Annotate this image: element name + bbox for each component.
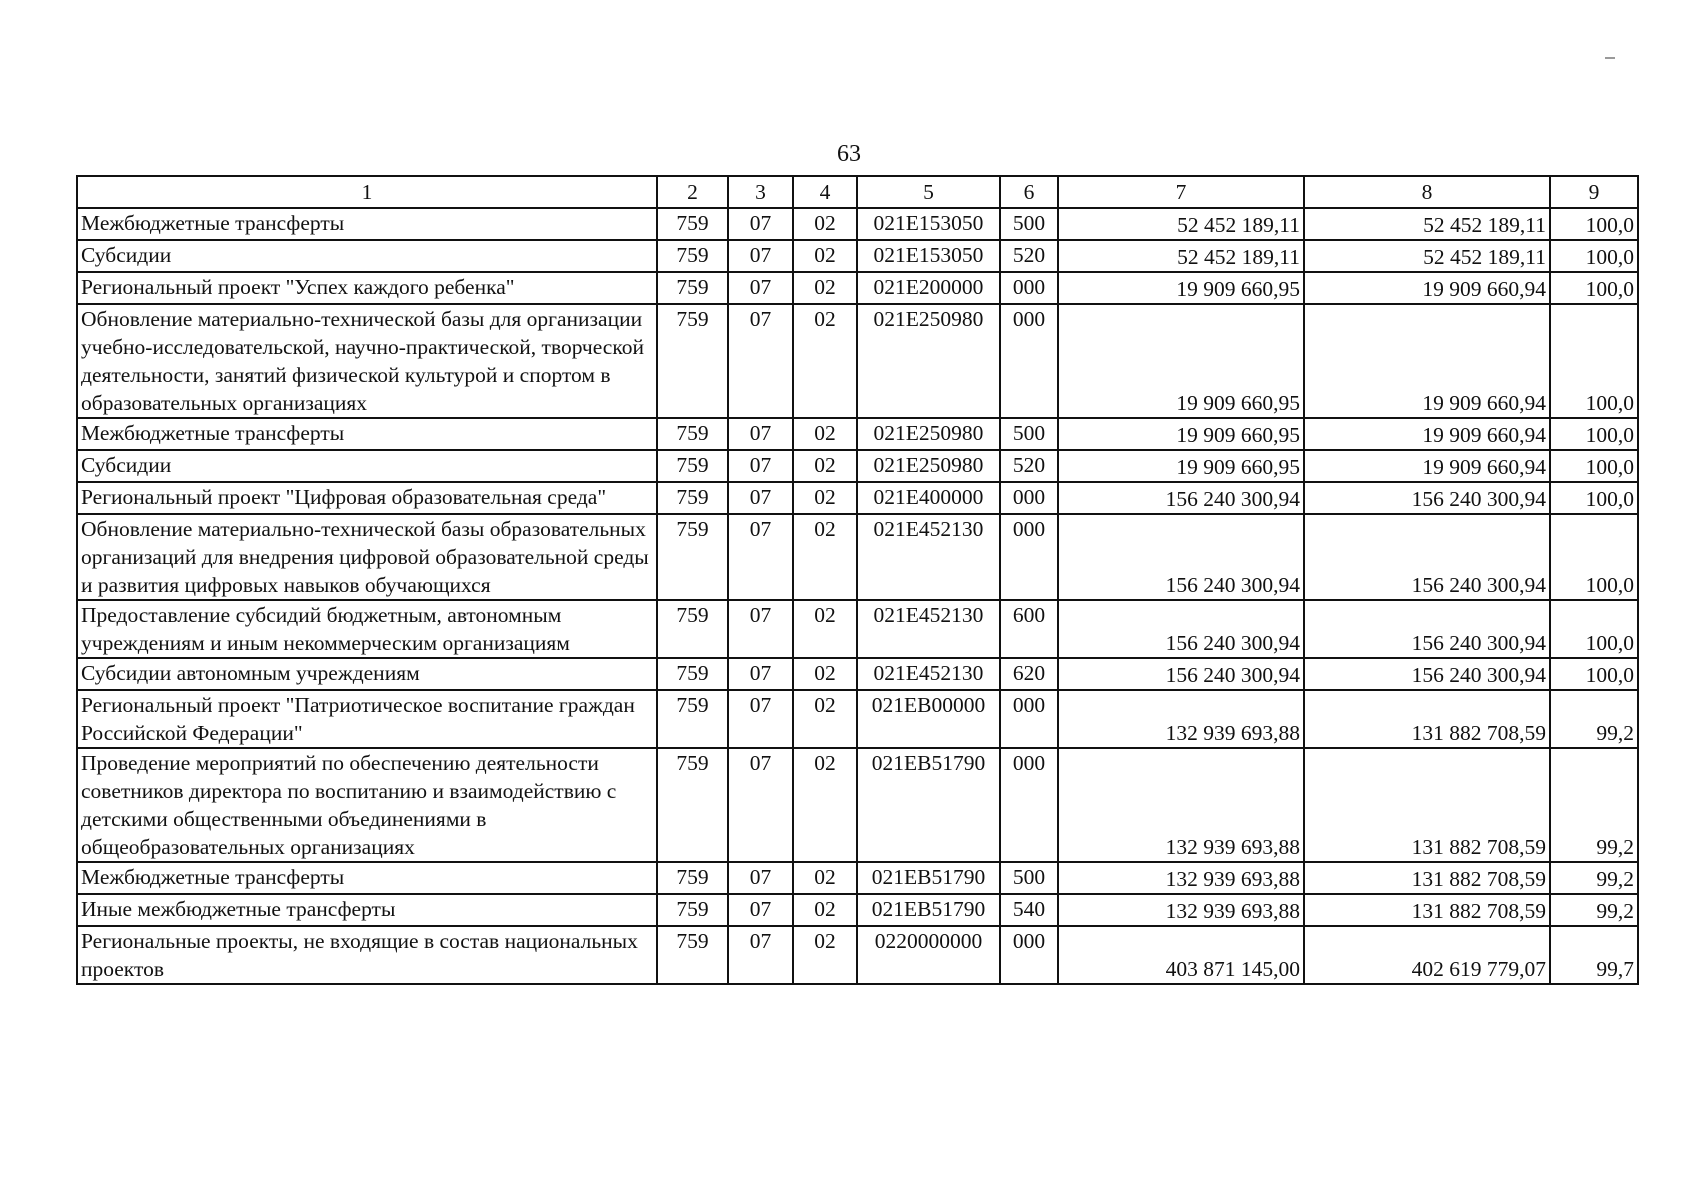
section-code: 07 — [728, 658, 793, 690]
table-row — [77, 514, 1638, 600]
section-code: 07 — [728, 748, 793, 862]
planned-amount: 19 909 660,95 — [1058, 304, 1304, 418]
executed-amount: 156 240 300,94 — [1304, 482, 1550, 514]
expense-type-code: 620 — [1000, 658, 1058, 690]
ministry-code: 759 — [657, 450, 728, 482]
table-row — [77, 482, 1638, 514]
ministry-code: 759 — [657, 208, 728, 240]
ministry-code: 759 — [657, 240, 728, 272]
section-code: 07 — [728, 690, 793, 748]
section-code: 07 — [728, 450, 793, 482]
expense-type-code: 500 — [1000, 208, 1058, 240]
executed-amount: 156 240 300,94 — [1304, 600, 1550, 658]
subsection-code: 02 — [793, 658, 857, 690]
row-name: Региональный проект "Патриотическое воспитание граждан Российской Федерации" — [77, 690, 657, 748]
row-name: Субсидии — [77, 240, 657, 272]
planned-amount: 132 939 693,88 — [1058, 690, 1304, 748]
target-article-code: 021EB00000 — [857, 690, 1000, 748]
subsection-code: 02 — [793, 600, 857, 658]
section-code: 07 — [728, 862, 793, 894]
table-row — [77, 418, 1638, 450]
executed-amount: 131 882 708,59 — [1304, 690, 1550, 748]
execution-percent: 99,2 — [1550, 690, 1638, 748]
expense-type-code: 000 — [1000, 272, 1058, 304]
subsection-code: 02 — [793, 514, 857, 600]
table-row — [77, 240, 1638, 272]
subsection-code: 02 — [793, 862, 857, 894]
expense-type-code: 000 — [1000, 748, 1058, 862]
row-name: Межбюджетные трансферты — [77, 418, 657, 450]
expense-type-code: 600 — [1000, 600, 1058, 658]
expense-type-code: 000 — [1000, 304, 1058, 418]
section-code: 07 — [728, 600, 793, 658]
table-row — [77, 862, 1638, 894]
execution-percent: 100,0 — [1550, 482, 1638, 514]
budget-table — [76, 175, 1639, 985]
table-row — [77, 304, 1638, 418]
table-row — [77, 658, 1638, 690]
row-name: Обновление материально-технической базы образовательных организаций для внедрения цифровой образовательной среды и развития цифровых навыков обучающихся — [77, 514, 657, 600]
ministry-code: 759 — [657, 748, 728, 862]
expense-type-code: 000 — [1000, 690, 1058, 748]
column-header: 8 — [1304, 176, 1550, 208]
row-name: Обновление материально-технической базы для организации учебно-исследовательской, научно-практической, творческой деятельности, занятий физической культурой и спортом в образовательных организациях — [77, 304, 657, 418]
section-code: 07 — [728, 272, 793, 304]
executed-amount: 156 240 300,94 — [1304, 658, 1550, 690]
section-code: 07 — [728, 514, 793, 600]
execution-percent: 99,7 — [1550, 926, 1638, 984]
expense-type-code: 000 — [1000, 514, 1058, 600]
planned-amount: 156 240 300,94 — [1058, 600, 1304, 658]
subsection-code: 02 — [793, 482, 857, 514]
planned-amount: 52 452 189,11 — [1058, 208, 1304, 240]
planned-amount: 156 240 300,94 — [1058, 482, 1304, 514]
subsection-code: 02 — [793, 240, 857, 272]
section-code: 07 — [728, 894, 793, 926]
execution-percent: 100,0 — [1550, 600, 1638, 658]
expense-type-code: 500 — [1000, 862, 1058, 894]
target-article-code: 0220000000 — [857, 926, 1000, 984]
expense-type-code: 520 — [1000, 240, 1058, 272]
column-header: 5 — [857, 176, 1000, 208]
ministry-code: 759 — [657, 272, 728, 304]
subsection-code: 02 — [793, 450, 857, 482]
execution-percent: 100,0 — [1550, 418, 1638, 450]
ministry-code: 759 — [657, 514, 728, 600]
planned-amount: 156 240 300,94 — [1058, 514, 1304, 600]
row-name: Региональный проект "Цифровая образовательная среда" — [77, 482, 657, 514]
ministry-code: 759 — [657, 926, 728, 984]
target-article-code: 021EB51790 — [857, 862, 1000, 894]
execution-percent: 100,0 — [1550, 240, 1638, 272]
expense-type-code: 500 — [1000, 418, 1058, 450]
subsection-code: 02 — [793, 418, 857, 450]
ministry-code: 759 — [657, 304, 728, 418]
execution-percent: 100,0 — [1550, 658, 1638, 690]
column-header: 4 — [793, 176, 857, 208]
section-code: 07 — [728, 208, 793, 240]
executed-amount: 131 882 708,59 — [1304, 862, 1550, 894]
ministry-code: 759 — [657, 894, 728, 926]
ministry-code: 759 — [657, 600, 728, 658]
table-row — [77, 208, 1638, 240]
target-article-code: 021E153050 — [857, 240, 1000, 272]
execution-percent: 99,2 — [1550, 862, 1638, 894]
execution-percent: 99,2 — [1550, 748, 1638, 862]
section-code: 07 — [728, 240, 793, 272]
column-header: 9 — [1550, 176, 1638, 208]
table-row — [77, 272, 1638, 304]
target-article-code: 021E452130 — [857, 514, 1000, 600]
scan-speck — [1605, 57, 1615, 59]
expense-type-code: 000 — [1000, 926, 1058, 984]
header-row — [77, 176, 1638, 208]
column-header: 3 — [728, 176, 793, 208]
executed-amount: 52 452 189,11 — [1304, 208, 1550, 240]
ministry-code: 759 — [657, 862, 728, 894]
row-name: Субсидии — [77, 450, 657, 482]
subsection-code: 02 — [793, 208, 857, 240]
section-code: 07 — [728, 926, 793, 984]
table-row — [77, 894, 1638, 926]
execution-percent: 100,0 — [1550, 304, 1638, 418]
target-article-code: 021E200000 — [857, 272, 1000, 304]
page-number: 63 — [837, 141, 861, 167]
table-row — [77, 926, 1638, 984]
target-article-code: 021EB51790 — [857, 748, 1000, 862]
executed-amount: 131 882 708,59 — [1304, 748, 1550, 862]
target-article-code: 021E250980 — [857, 304, 1000, 418]
executed-amount: 19 909 660,94 — [1304, 450, 1550, 482]
planned-amount: 19 909 660,95 — [1058, 450, 1304, 482]
expense-type-code: 540 — [1000, 894, 1058, 926]
executed-amount: 402 619 779,07 — [1304, 926, 1550, 984]
target-article-code: 021E400000 — [857, 482, 1000, 514]
subsection-code: 02 — [793, 926, 857, 984]
expense-type-code: 520 — [1000, 450, 1058, 482]
ministry-code: 759 — [657, 482, 728, 514]
subsection-code: 02 — [793, 690, 857, 748]
subsection-code: 02 — [793, 894, 857, 926]
executed-amount: 19 909 660,94 — [1304, 418, 1550, 450]
executed-amount: 19 909 660,94 — [1304, 272, 1550, 304]
row-name: Межбюджетные трансферты — [77, 862, 657, 894]
planned-amount: 52 452 189,11 — [1058, 240, 1304, 272]
planned-amount: 19 909 660,95 — [1058, 418, 1304, 450]
target-article-code: 021EB51790 — [857, 894, 1000, 926]
table-row — [77, 748, 1638, 862]
subsection-code: 02 — [793, 748, 857, 862]
table-row — [77, 690, 1638, 748]
target-article-code: 021E452130 — [857, 600, 1000, 658]
execution-percent: 100,0 — [1550, 208, 1638, 240]
planned-amount: 132 939 693,88 — [1058, 748, 1304, 862]
executed-amount: 131 882 708,59 — [1304, 894, 1550, 926]
column-header: 7 — [1058, 176, 1304, 208]
planned-amount: 19 909 660,95 — [1058, 272, 1304, 304]
expense-type-code: 000 — [1000, 482, 1058, 514]
row-name: Иные межбюджетные трансферты — [77, 894, 657, 926]
section-code: 07 — [728, 304, 793, 418]
column-header: 2 — [657, 176, 728, 208]
planned-amount: 403 871 145,00 — [1058, 926, 1304, 984]
ministry-code: 759 — [657, 418, 728, 450]
table-row — [77, 600, 1638, 658]
planned-amount: 132 939 693,88 — [1058, 862, 1304, 894]
section-code: 07 — [728, 482, 793, 514]
ministry-code: 759 — [657, 690, 728, 748]
row-name: Межбюджетные трансферты — [77, 208, 657, 240]
execution-percent: 100,0 — [1550, 450, 1638, 482]
execution-percent: 99,2 — [1550, 894, 1638, 926]
section-code: 07 — [728, 418, 793, 450]
execution-percent: 100,0 — [1550, 272, 1638, 304]
executed-amount: 19 909 660,94 — [1304, 304, 1550, 418]
table-row — [77, 450, 1638, 482]
column-header: 1 — [77, 176, 657, 208]
subsection-code: 02 — [793, 304, 857, 418]
planned-amount: 132 939 693,88 — [1058, 894, 1304, 926]
executed-amount: 156 240 300,94 — [1304, 514, 1550, 600]
ministry-code: 759 — [657, 658, 728, 690]
target-article-code: 021E250980 — [857, 450, 1000, 482]
row-name: Региональный проект "Успех каждого ребенка" — [77, 272, 657, 304]
planned-amount: 156 240 300,94 — [1058, 658, 1304, 690]
row-name: Проведение мероприятий по обеспечению деятельности советников директора по воспитанию и взаимодействию с детскими общественными объединениями в общеобразовательных организациях — [77, 748, 657, 862]
row-name: Предоставление субсидий бюджетным, автономным учреждениям и иным некоммерческим организациям — [77, 600, 657, 658]
row-name: Региональные проекты, не входящие в состав национальных проектов — [77, 926, 657, 984]
execution-percent: 100,0 — [1550, 514, 1638, 600]
executed-amount: 52 452 189,11 — [1304, 240, 1550, 272]
target-article-code: 021E452130 — [857, 658, 1000, 690]
column-header: 6 — [1000, 176, 1058, 208]
target-article-code: 021E153050 — [857, 208, 1000, 240]
subsection-code: 02 — [793, 272, 857, 304]
target-article-code: 021E250980 — [857, 418, 1000, 450]
row-name: Субсидии автономным учреждениям — [77, 658, 657, 690]
